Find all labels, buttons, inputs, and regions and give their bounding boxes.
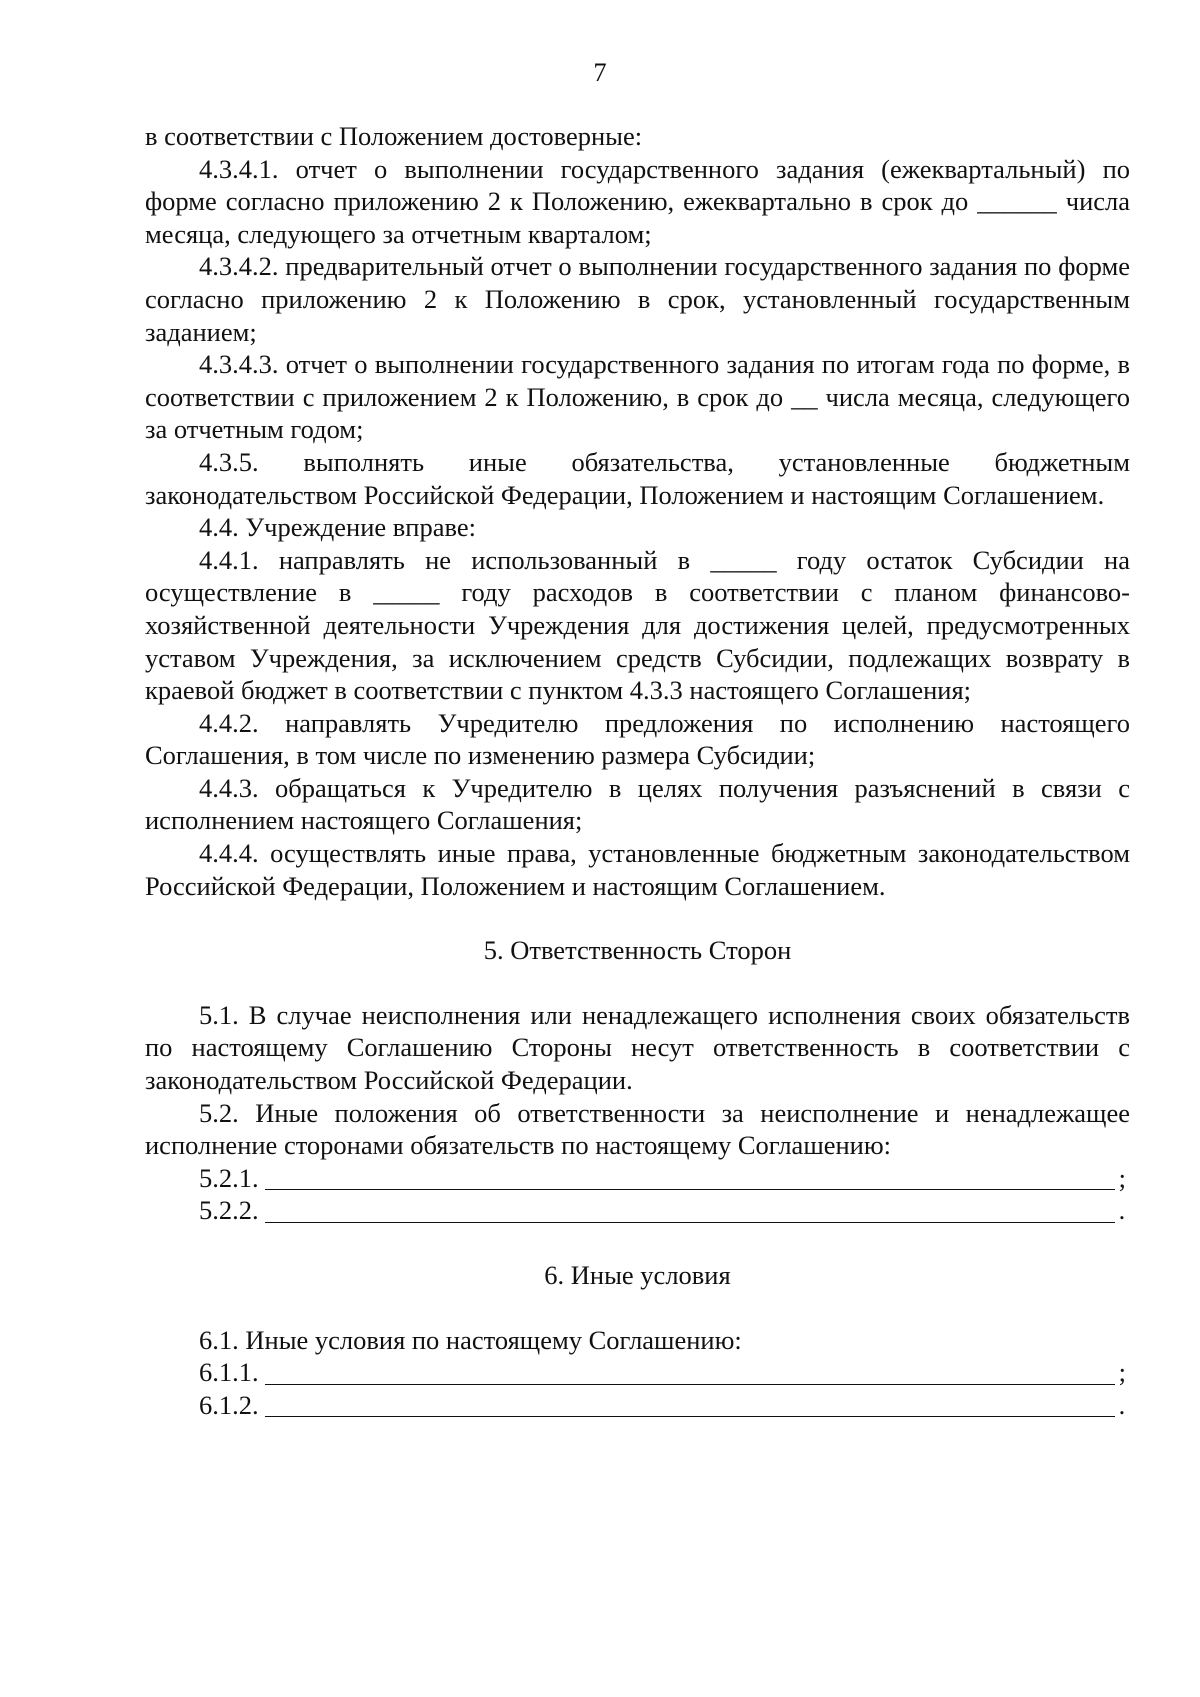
blank-line-6-1-2 <box>145 1389 1130 1422</box>
paragraph-4-4: 4.4. Учреждение вправе: <box>199 512 476 543</box>
blank-line-5-2-1 <box>145 1162 1130 1195</box>
fill-in-line <box>265 1392 1115 1417</box>
item-number: 5.2.1. <box>199 1162 259 1193</box>
paragraph-6-1: 6.1. Иные условия по настоящему Соглашению: <box>199 1324 742 1355</box>
paragraph-4-4-1: 4.4.1. направлять не использованный в _____ году остаток Субсидии на осуществление в _____ году расходов в соответствии с планом финансово-хозяйственной деятельности Учреждения для достижения целей, предусмотренных уставом Учреждения, за исключением средств Субсидии, подлежащих возврату в краевой бюджет в соответствии с пунктом 4.3.3 настоящего Соглашения; <box>145 544 1130 706</box>
blank-line-6-1-1 <box>145 1356 1130 1389</box>
item-punctuation: ; <box>1118 1357 1126 1388</box>
paragraph-4-3-4-3: 4.3.4.3. отчет о выполнении государственного задания по итогам года по форме, в соответствии с приложением 2 к Положению, в срок до __ числа месяца, следующего за отчетным годом; <box>145 349 1130 445</box>
spacer <box>145 902 1130 934</box>
section-6-heading: 6. Иные условия <box>544 1260 731 1290</box>
item-punctuation: ; <box>1118 1162 1126 1193</box>
paragraph-5-2: 5.2. Иные положения об ответственности за неисполнение и ненадлежащее исполнение сторонами обязательств по настоящему Соглашению: <box>145 1097 1130 1161</box>
fill-in-line <box>265 1165 1115 1190</box>
item-punctuation: . <box>1118 1195 1126 1226</box>
item-number: 5.2.2. <box>199 1195 259 1226</box>
spacer <box>145 1292 1130 1324</box>
paragraph-4-4-2: 4.4.2. направлять Учредителю предложения по исполнению настоящего Соглашения, в том числе по изменению размера Субсидии; <box>145 707 1130 771</box>
page-number: 7 <box>593 57 607 87</box>
section-5-heading: 5. Ответственность Сторон <box>483 935 792 966</box>
document-body <box>145 120 1130 1421</box>
blank-line-5-2-2 <box>145 1194 1130 1227</box>
spacer <box>145 967 1130 999</box>
paragraph-4-3-4-2: 4.3.4.2. предварительный отчет о выполнении государственного задания по форме согласно приложению 2 к Положению в срок, установленный государственным заданием; <box>145 251 1130 347</box>
fill-in-line <box>265 1360 1115 1385</box>
spacer <box>145 1227 1130 1259</box>
item-punctuation: . <box>1118 1389 1126 1420</box>
paragraph-4-3-5: 4.3.5. выполнять иные обязательства, установленные бюджетным законодательством Российской Федерации, Положением и настоящим Соглашением. <box>145 446 1130 510</box>
item-number: 6.1.1. <box>199 1357 259 1388</box>
item-number: 6.1.2. <box>199 1389 259 1420</box>
paragraph-continuation: в соответствии с Положением достоверные: <box>145 121 643 151</box>
paragraph-4-3-4-1: 4.3.4.1. отчет о выполнении государственного задания (ежеквартальный) по форме согласно приложению 2 к Положению, ежеквартально в срок до ______ числа месяца, следующего за отчетным кварталом; <box>145 153 1130 249</box>
fill-in-line <box>265 1198 1115 1223</box>
paragraph-5-1: 5.1. В случае неисполнения или ненадлежащего исполнения своих обязательств по настоящему Соглашению Стороны несут ответственность в соответствии с законодательством Российской Федерации. <box>145 999 1130 1096</box>
paragraph-4-4-3: 4.4.3. обращаться к Учредителю в целях получения разъяснений в связи с исполнением настоящего Соглашения; <box>145 772 1130 836</box>
paragraph-4-4-4: 4.4.4. осуществлять иные права, установленные бюджетным законодательством Российской Федерации, Положением и настоящим Соглашением. <box>145 838 1130 901</box>
